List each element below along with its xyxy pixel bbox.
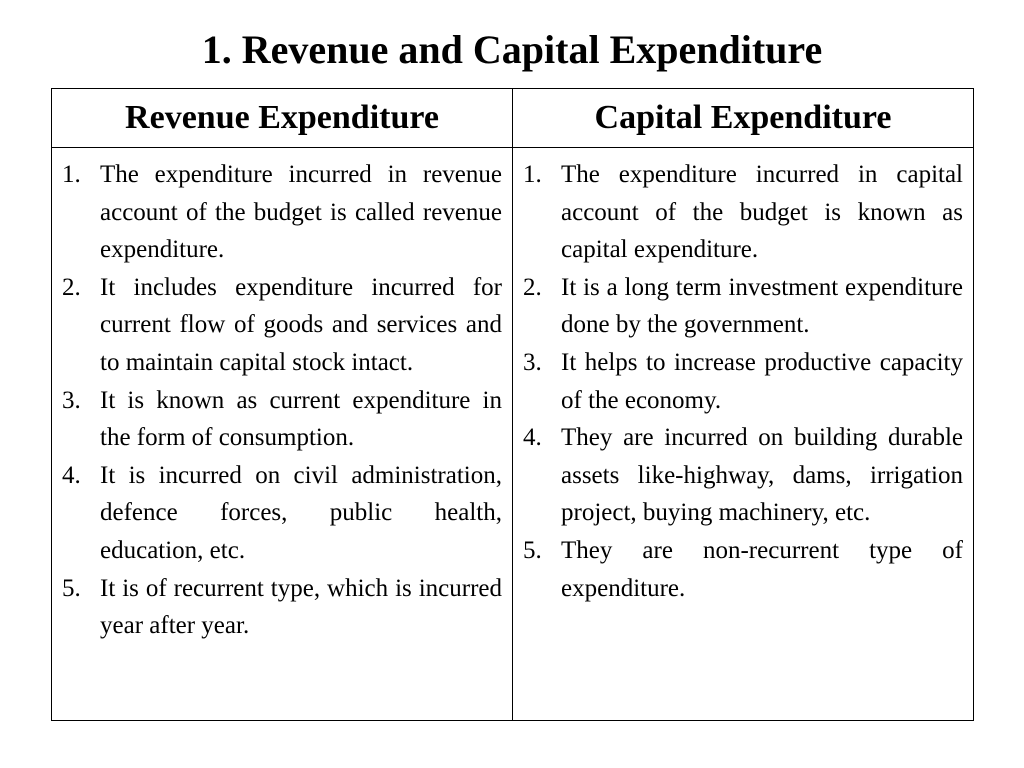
item-text: It helps to increase productive capacity of the economy. xyxy=(561,348,963,414)
item-number: 1. xyxy=(523,161,542,188)
item-number: 3. xyxy=(523,348,542,376)
list-item xyxy=(521,269,963,344)
list-item xyxy=(521,156,963,269)
item-text: They are incurred on building durable assets like-highway, dams, irrigation project, buying machinery, etc. xyxy=(561,424,963,527)
capital-points-list xyxy=(521,156,963,607)
item-text: The expenditure incurred in revenue account of the budget is called revenue expenditure. xyxy=(100,161,502,264)
item-number: 1. xyxy=(62,161,81,188)
item-text: It is of recurrent type, which is incurred year after year. xyxy=(100,574,502,640)
page-title: 1. Revenue and Capital Expenditure xyxy=(201,27,823,72)
item-text: It includes expenditure incurred for current flow of goods and services and to maintain capital stock intact. xyxy=(100,273,502,376)
list-item xyxy=(60,269,502,382)
item-number: 5. xyxy=(523,536,542,564)
header-revenue-expenditure: Revenue Expenditure xyxy=(52,89,513,148)
item-text: It is known as current expenditure in the form of consumption. xyxy=(100,386,502,452)
item-number: 2. xyxy=(62,273,81,301)
list-item xyxy=(521,419,963,532)
list-item xyxy=(60,570,502,645)
capital-cell xyxy=(513,148,974,721)
list-item xyxy=(521,532,963,607)
item-number: 5. xyxy=(62,574,81,602)
item-number: 2. xyxy=(523,273,542,301)
list-item xyxy=(60,457,502,570)
item-number: 3. xyxy=(62,386,81,414)
revenue-cell xyxy=(52,148,513,721)
header-capital-expenditure: Capital Expenditure xyxy=(513,89,974,148)
item-text: They are non-recurrent type of expenditure. xyxy=(561,536,963,602)
list-item xyxy=(60,156,502,269)
item-number: 4. xyxy=(62,461,81,489)
comparison-table xyxy=(51,88,974,721)
list-item xyxy=(521,344,963,419)
content-row xyxy=(52,148,974,721)
item-text: It is incurred on civil administration, defence forces, public health, education, etc. xyxy=(100,461,502,564)
revenue-points-list xyxy=(60,156,502,645)
item-text: It is a long term investment expenditure done by the government. xyxy=(561,273,963,339)
list-item xyxy=(60,382,502,457)
item-text: The expenditure incurred in capital account of the budget is known as capital expenditure. xyxy=(561,161,963,264)
item-number: 4. xyxy=(523,424,542,452)
header-row xyxy=(52,89,974,148)
